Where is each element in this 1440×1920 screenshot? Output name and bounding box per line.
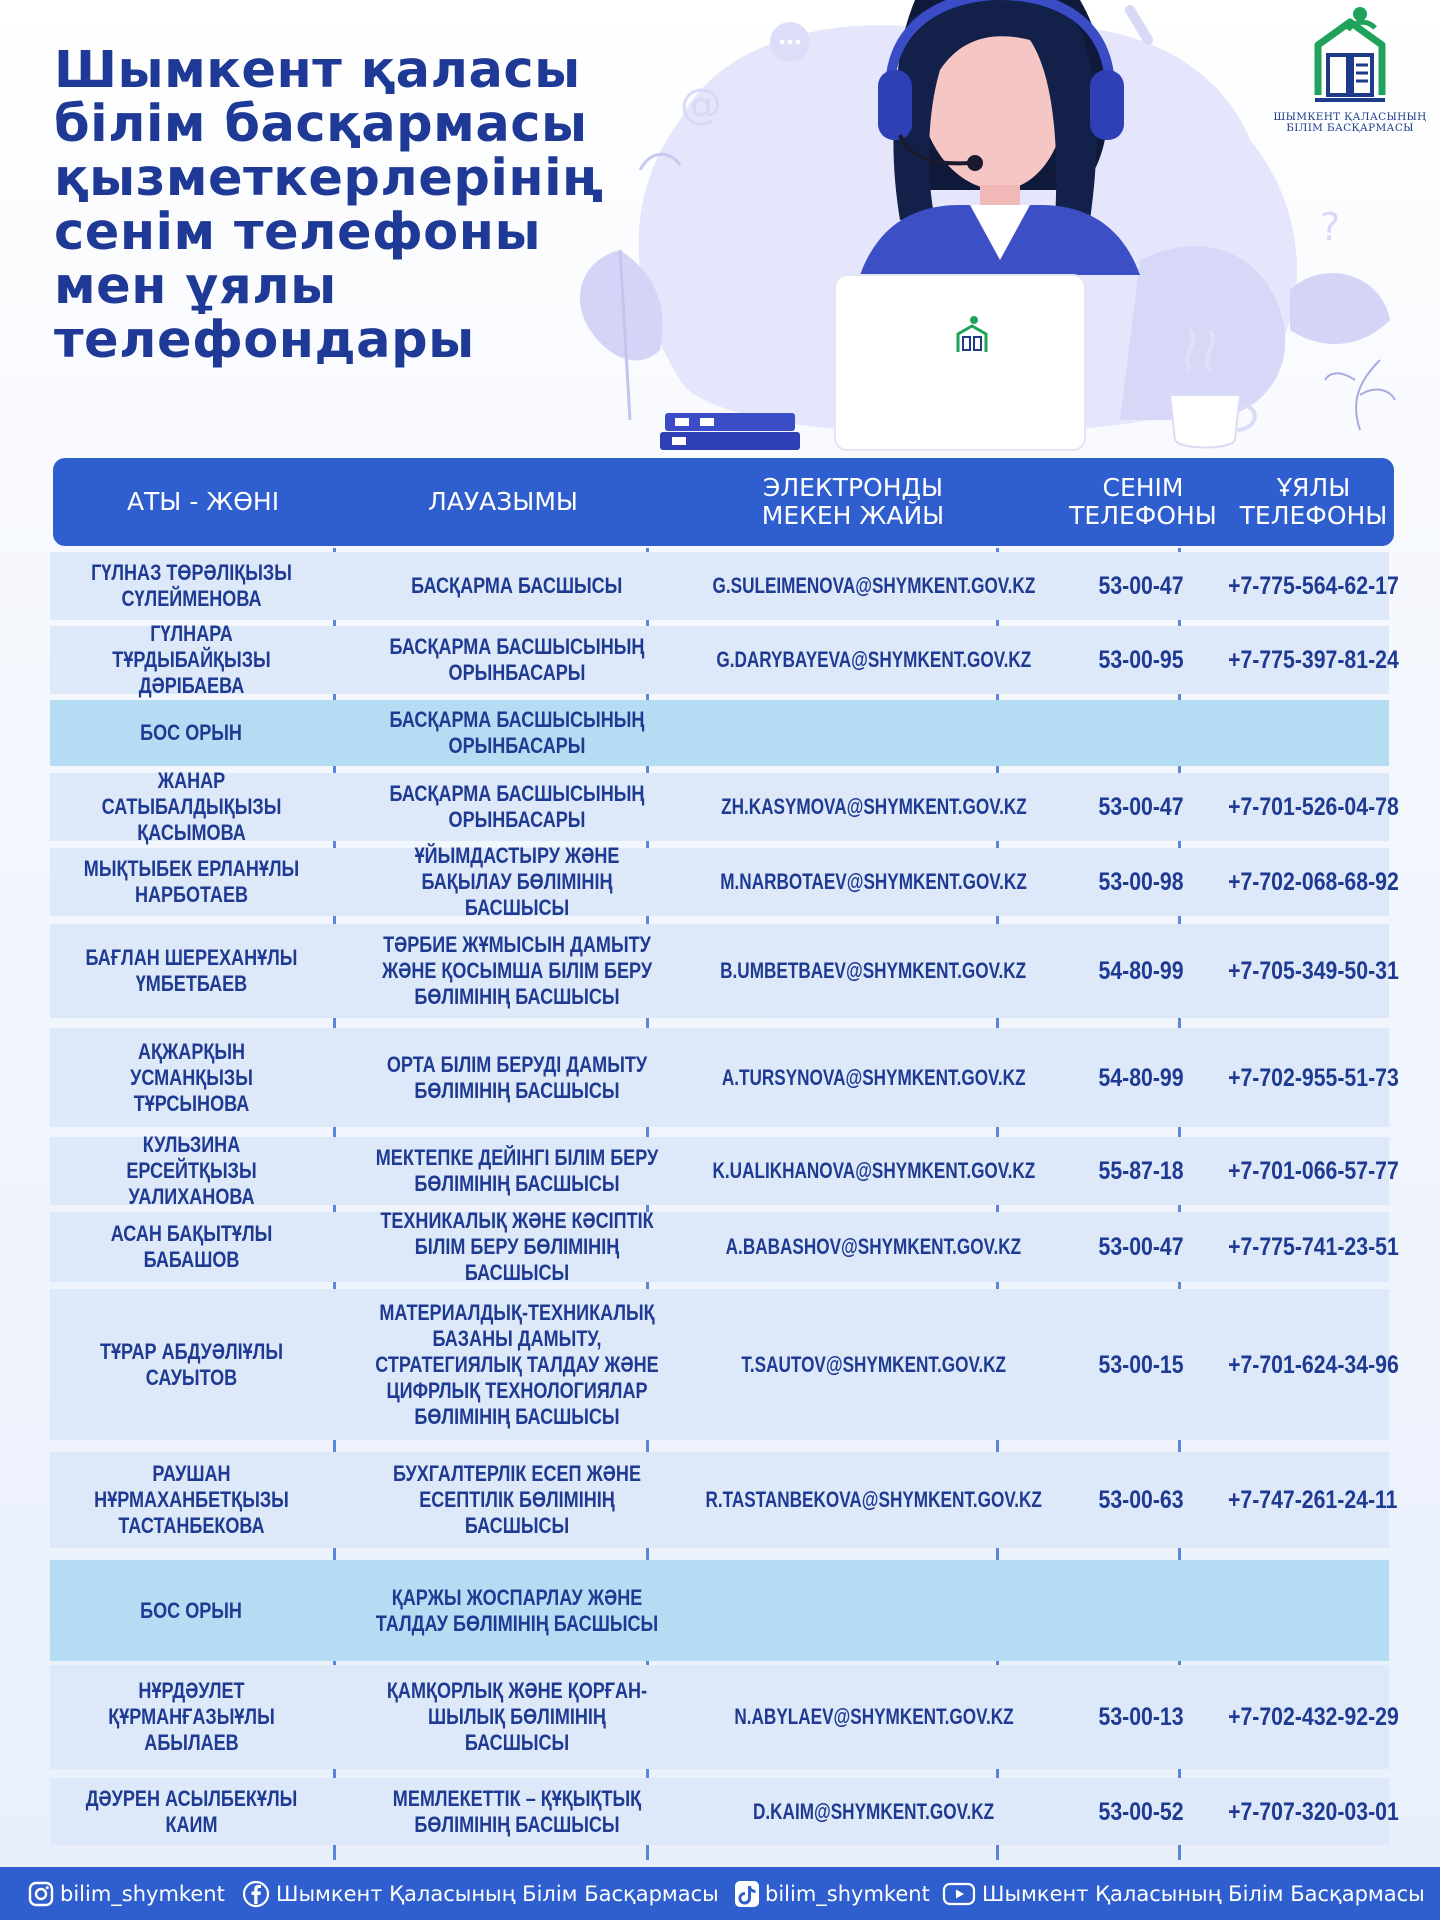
trust-phone-cell <box>1050 700 1233 766</box>
trust-phone: 53-00-13 <box>1098 1703 1185 1731</box>
header-mobile-label: ҰЯЛЫ <box>1276 473 1351 502</box>
employee-email-cell <box>701 848 1046 916</box>
mobile-phone-cell <box>1227 1778 1399 1845</box>
trust-phone: 53-00-63 <box>1098 1486 1185 1514</box>
mobile-phone-cell <box>1227 552 1399 620</box>
employee-position-cell <box>337 1028 697 1127</box>
employee-email-cell <box>701 552 1046 620</box>
employee-position: ҚАМҚОРЛЫҚ ЖӘНЕ ҚОРҒАН-ШЫЛЫҚ БӨЛІМІНІҢ БАСШЫСЫ <box>386 1678 648 1755</box>
employee-name-cell <box>50 1560 333 1661</box>
employee-position-cell <box>337 1452 697 1548</box>
employee-position: ОРТА БІЛІМ БЕРУДІ ДАМЫТУ БӨЛІМІНІҢ БАСШЫСЫ <box>386 1051 648 1103</box>
trust-phone: 53-00-95 <box>1098 646 1185 674</box>
leaf-right <box>1290 273 1390 344</box>
trust-phone: 54-80-99 <box>1098 957 1185 985</box>
social-footer <box>0 1867 1440 1920</box>
facebook-link[interactable] <box>242 1867 719 1920</box>
mobile-phone-cell <box>1227 1665 1399 1769</box>
employee-name-cell <box>50 552 333 620</box>
mobile-phone: +7-705-349-50-31 <box>1227 957 1399 985</box>
tiktok-link[interactable] <box>735 1867 930 1920</box>
trust-phone-cell <box>1050 1289 1233 1440</box>
header-name <box>53 458 353 546</box>
employee-name-cell <box>50 768 333 845</box>
tiktok-handle: bilim_shymkent <box>765 1881 930 1906</box>
title-line: білім басқармасы <box>54 95 588 154</box>
employee-name: ТҰРАР АБДУӘЛІҰЛЫ САУЫТОВ <box>100 1338 283 1390</box>
employee-email[interactable]: T.SAUTOV@SHYMKENT.GOV.KZ <box>741 1351 1006 1377</box>
employee-name-cell <box>50 924 333 1018</box>
employee-email-cell <box>701 1778 1046 1845</box>
mobile-phone: +7-775-397-81-24 <box>1227 646 1399 674</box>
mobile-phone: +7-702-955-51-73 <box>1227 1063 1399 1092</box>
employee-name: БОС ОРЫН <box>140 1597 243 1623</box>
mobile-phone: +7-707-320-03-01 <box>1227 1797 1399 1826</box>
employee-position-cell <box>337 1137 697 1205</box>
employee-email-cell <box>701 1289 1046 1440</box>
title-line: мен ұялы <box>54 257 337 316</box>
header-position <box>353 458 653 546</box>
title-line: телефондары <box>54 311 475 370</box>
employee-position-cell <box>337 843 697 920</box>
trust-phone-cell <box>1050 626 1233 694</box>
employee-name-cell <box>50 621 333 698</box>
employee-name: РАУШАН НҰРМАХАНБЕТҚЫЗЫ ТАСТАНБЕКОВА <box>94 1461 289 1538</box>
mobile-phone-cell <box>1227 626 1399 694</box>
logo-emblem-icon <box>1300 0 1400 110</box>
employee-email-cell <box>701 700 1046 766</box>
employee-email[interactable]: M.NARBOTAEV@SHYMKENT.GOV.KZ <box>720 869 1027 894</box>
mobile-phone: +7-702-068-68-92 <box>1227 868 1399 896</box>
employee-name: АСАН БАҚЫТҰЛЫ БАБАШОВ <box>110 1221 273 1272</box>
employee-name: МЫҚТЫБЕК ЕРЛАНҰЛЫ НАРБОТАЕВ <box>83 856 300 907</box>
trust-phone: 53-00-47 <box>1098 1233 1185 1261</box>
table-row <box>50 1665 1399 1769</box>
instagram-handle: bilim_shymkent <box>60 1881 225 1906</box>
table-row <box>50 1778 1399 1845</box>
employee-email-cell <box>701 773 1046 841</box>
header-trust-phone <box>1053 458 1233 546</box>
mobile-phone-cell <box>1227 773 1399 841</box>
trust-phone-cell <box>1050 773 1233 841</box>
facebook-icon <box>242 1880 270 1908</box>
mobile-phone-cell <box>1227 1028 1399 1127</box>
youtube-icon <box>942 1882 976 1906</box>
employee-name-cell <box>50 1212 333 1282</box>
employee-name: БОС ОРЫН <box>140 720 243 745</box>
logo-text-line: ШЫМКЕНТ ҚАЛАСЫНЫҢ <box>1273 111 1427 123</box>
table-row <box>50 1028 1399 1127</box>
trust-phone-cell <box>1050 1452 1233 1548</box>
employee-position: БАСҚАРМА БАСШЫСЫНЫҢ ОРЫНБАСАРЫ <box>389 781 645 832</box>
employee-name-cell <box>50 1028 333 1127</box>
laptop <box>835 275 1085 450</box>
employee-name: ГҮЛНАЗ ТӨРӘЛІҚЫЗЫ СҮЛЕЙМЕНОВА <box>91 560 292 611</box>
tiktok-icon <box>735 1881 759 1907</box>
trust-phone-cell <box>1050 552 1233 620</box>
employee-position: МЕМЛЕКЕТТІК – ҚҰҚЫҚТЫҚ БӨЛІМІНІҢ БАСШЫСЫ <box>392 1785 642 1837</box>
trust-phone-cell <box>1050 1212 1233 1282</box>
employee-email-cell <box>701 1137 1046 1205</box>
table-row <box>50 1208 1399 1285</box>
coffee-cup <box>1170 395 1240 448</box>
education-department-logo <box>1270 0 1430 150</box>
employee-email[interactable]: N.ABYLAEV@SHYMKENT.GOV.KZ <box>733 1704 1014 1729</box>
mobile-phone-cell <box>1237 1560 1389 1661</box>
employee-name-cell <box>50 1665 333 1769</box>
trust-phone: 55-87-18 <box>1098 1157 1185 1185</box>
mobile-phone-cell <box>1227 924 1399 1018</box>
mobile-phone: +7-701-066-57-77 <box>1227 1157 1399 1185</box>
header-mobile-phone <box>1233 458 1394 546</box>
employee-email[interactable]: ZH.KASYMOVA@SHYMKENT.GOV.KZ <box>720 794 1027 819</box>
table-row <box>50 1452 1398 1548</box>
instagram-link[interactable] <box>28 1867 225 1920</box>
employee-email-cell <box>701 1212 1046 1282</box>
table-row <box>50 621 1399 698</box>
trust-phone-cell <box>1050 1665 1233 1769</box>
employee-name: БАҒЛАН ШЕРЕХАНҰЛЫ ҮМБЕТБАЕВ <box>85 945 298 996</box>
employee-name-cell <box>50 1132 333 1209</box>
employee-email-cell <box>701 1452 1046 1548</box>
trust-phone-cell <box>1050 1137 1233 1205</box>
trust-phone: 53-00-47 <box>1098 793 1185 821</box>
table-row <box>50 700 1389 766</box>
employee-email-cell <box>701 1665 1046 1769</box>
trust-phone: 53-00-47 <box>1098 572 1185 600</box>
mobile-phone: +7-775-564-62-17 <box>1227 572 1399 600</box>
facebook-page: Шымкент Қаласының Білім Басқармасы <box>276 1881 719 1906</box>
employee-position: ҰЙЫМДАСТЫРУ ЖӘНЕ БАҚЫЛАУ БӨЛІМІНІҢ БАСШЫСЫ <box>414 843 620 920</box>
table-header <box>53 458 1394 546</box>
employee-email[interactable]: R.TASTANBEKOVA@SHYMKENT.GOV.KZ <box>705 1487 1042 1512</box>
employee-email-cell <box>701 924 1046 1018</box>
header-position-label: ЛАУАЗЫМЫ <box>428 487 578 516</box>
mobile-phone: +7-702-432-92-29 <box>1227 1703 1399 1731</box>
employee-position: МАТЕРИАЛДЫҚ-ТЕХНИКАЛЫҚ БАЗАНЫ ДАМЫТУ, СТРАТЕГИЯЛЫҚ ТАЛДАУ ЖӘНЕ ЦИФРЛЫҚ ТЕХНОЛОГИЯЛАР БӨЛІМІНІҢ БАСШЫСЫ <box>375 1299 659 1429</box>
employee-position-cell <box>337 626 697 694</box>
header-email-label: ЭЛЕКТРОНДЫ <box>762 473 944 502</box>
youtube-link[interactable] <box>942 1867 1425 1920</box>
employee-email-cell <box>701 1560 1046 1661</box>
header-trust-label: ТЕЛЕФОНЫ <box>1069 501 1217 530</box>
employee-position-cell <box>337 1208 697 1285</box>
header-email <box>653 458 1053 546</box>
svg-text:?: ? <box>1320 205 1341 249</box>
mobile-phone-cell <box>1227 1137 1399 1205</box>
trust-phone-cell <box>1050 924 1233 1018</box>
trust-phone: 53-00-15 <box>1098 1350 1185 1379</box>
mobile-phone-cell <box>1227 1212 1399 1282</box>
employee-position-cell <box>337 1665 697 1769</box>
table-row <box>50 552 1399 620</box>
trust-phone-cell <box>1050 848 1233 916</box>
trust-phone-cell <box>1050 1778 1233 1845</box>
employee-position-cell <box>337 773 697 841</box>
title-line: қызметкерлерінің <box>54 149 604 208</box>
employee-position: ҚАРЖЫ ЖОСПАРЛАУ ЖӘНЕ ТАЛДАУ БӨЛІМІНІҢ БАСШЫСЫ <box>375 1584 659 1636</box>
table-row <box>50 1132 1399 1209</box>
trust-phone: 53-00-98 <box>1098 868 1185 896</box>
employee-email-cell <box>701 626 1046 694</box>
employee-position: БУХГАЛТЕРЛІК ЕСЕП ЖӘНЕ ЕСЕПТІЛІК БӨЛІМІНІҢ БАСШЫСЫ <box>393 1461 641 1538</box>
mobile-phone: +7-701-526-04-78 <box>1227 793 1399 821</box>
employee-position: БАСҚАРМА БАСШЫСЫНЫҢ ОРЫНБАСАРЫ <box>389 707 645 758</box>
header-email-label: МЕКЕН ЖАЙЫ <box>761 501 945 530</box>
employee-email[interactable]: B.UMBETBAEV@SHYMKENT.GOV.KZ <box>720 958 1027 983</box>
mobile-phone-cell <box>1227 848 1399 916</box>
employee-email[interactable]: K.UALIKHANOVA@SHYMKENT.GOV.KZ <box>712 1158 1035 1183</box>
header-trust-label: СЕНІМ <box>1102 473 1184 502</box>
employee-position-cell <box>337 552 697 620</box>
employee-position-cell <box>337 924 697 1018</box>
header-mobile-label: ТЕЛЕФОНЫ <box>1239 501 1388 530</box>
employee-name-cell <box>50 1289 333 1440</box>
mobile-phone-cell <box>1227 1289 1399 1440</box>
instagram-icon <box>28 1881 54 1907</box>
employee-position-cell <box>337 1289 697 1440</box>
employee-name: КУЛЬЗИНА ЕРСЕЙТҚЫЗЫ УАЛИХАНОВА <box>126 1132 257 1209</box>
table-row <box>50 1560 1389 1661</box>
youtube-channel: Шымкент Қаласының Білім Басқармасы <box>982 1881 1425 1906</box>
mobile-phone: +7-775-741-23-51 <box>1227 1233 1399 1261</box>
trust-phone: 53-00-52 <box>1098 1797 1185 1826</box>
employee-name: АҚЖАРҚЫН УСМАНҚЫЗЫ ТҰРСЫНОВА <box>130 1038 253 1116</box>
title-line: сенім телефоны <box>54 203 542 262</box>
table-row <box>50 843 1399 920</box>
table-row <box>50 1289 1399 1440</box>
employee-email-cell <box>701 1028 1046 1127</box>
employee-position: БАСҚАРМА БАСШЫСЫНЫҢ ОРЫНБАСАРЫ <box>389 634 645 685</box>
header-name-label: АТЫ - ЖӨНІ <box>126 487 280 516</box>
employee-position-cell <box>337 1778 697 1845</box>
employee-position-cell <box>337 700 697 766</box>
employee-name: ГҮЛНАРА ТҰРДЫБАЙҚЫЗЫ ДӘРІБАЕВА <box>112 621 271 698</box>
employee-position: ТЕХНИКАЛЫҚ ЖӘНЕ КӘСІПТІК БІЛІМ БЕРУ БӨЛІМІНІҢ БАСШЫСЫ <box>380 1208 654 1285</box>
title-line: Шымкент қаласы <box>54 41 581 100</box>
employee-name-cell <box>50 848 333 916</box>
employee-email[interactable]: A.TURSYNOVA@SHYMKENT.GOV.KZ <box>721 1064 1026 1090</box>
trust-phone-cell <box>1050 1560 1233 1661</box>
employee-position-cell <box>337 1560 697 1661</box>
trust-phone: 54-80-99 <box>1098 1063 1185 1092</box>
employee-name-cell <box>50 1778 333 1845</box>
mobile-phone-cell <box>1228 1452 1398 1548</box>
mobile-phone-cell <box>1237 700 1389 766</box>
table-row <box>50 924 1399 1018</box>
employee-position: ТӘРБИЕ ЖҰМЫСЫН ДАМЫТУ ЖӘНЕ ҚОСЫМША БІЛІМ БЕРУ БӨЛІМІНІҢ БАСШЫСЫ <box>381 932 653 1009</box>
mobile-phone: +7-701-624-34-96 <box>1227 1350 1399 1379</box>
employee-name: ДӘУРЕН АСЫЛБЕКҰЛЫ КАИМ <box>85 1785 298 1837</box>
employee-name-cell <box>50 1452 333 1548</box>
table-row <box>50 768 1399 845</box>
employee-name: НҰРДӘУЛЕТ ҚҰРМАНҒАЗЫҰЛЫ АБЫЛАЕВ <box>108 1678 275 1755</box>
trust-phone-cell <box>1050 1028 1233 1127</box>
employee-name-cell <box>50 700 333 766</box>
employee-email[interactable]: G.SULEIMENOVA@SHYMKENT.GOV.KZ <box>712 573 1035 598</box>
employee-name: ЖАНАР САТЫБАЛДЫҚЫЗЫ ҚАСЫМОВА <box>101 768 282 845</box>
employee-email[interactable]: G.DARYBAYEVA@SHYMKENT.GOV.KZ <box>716 647 1031 672</box>
employee-position: МЕКТЕПКЕ ДЕЙІНГІ БІЛІМ БЕРУ БӨЛІМІНІҢ БАСШЫСЫ <box>375 1145 659 1196</box>
employee-email[interactable]: A.BABASHOV@SHYMKENT.GOV.KZ <box>725 1234 1022 1259</box>
svg-text:@: @ <box>680 79 722 128</box>
employee-email[interactable]: D.KAIM@SHYMKENT.GOV.KZ <box>752 1798 995 1824</box>
logo-text-line: БІЛІМ БАСҚАРМАСЫ <box>1286 122 1414 134</box>
employee-position: БАСҚАРМА БАСШЫСЫ <box>411 573 623 598</box>
mobile-phone: +7-747-261-24-11 <box>1228 1486 1398 1514</box>
